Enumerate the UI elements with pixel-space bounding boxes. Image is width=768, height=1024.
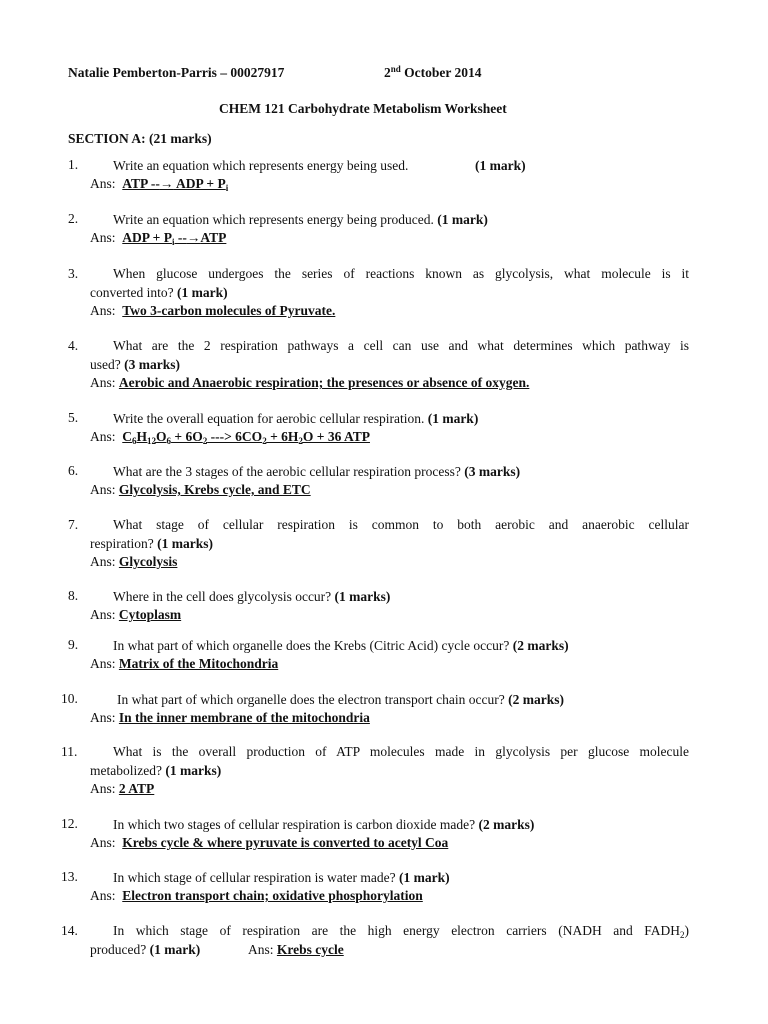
question-number: 14. [61,923,78,938]
answer-line [90,229,226,247]
question-text: Where in the cell does glycolysis occur? (1 marks) [113,589,391,604]
question-text-cont: produced? (1 mark) [90,942,201,957]
question-text: Write the overall equation for aerobic cellular respiration. (1 mark) [113,411,479,426]
answer-label: Ans: [90,656,116,671]
question-marks: (1 marks) [157,536,213,551]
question-marks: (2 marks) [512,638,569,653]
question-number: 1. [68,157,79,172]
question-marks: (2 marks) [478,817,535,832]
question-text: What are the 2 respiration pathways a cell can use and what determines which pathway is [113,338,689,353]
question-marks: (1 mark) [149,942,201,957]
answer-line [90,655,278,673]
answer-label: Ans: [90,888,116,903]
question-text: In which two stages of cellular respiration is carbon dioxide made? (2 marks) [113,817,535,832]
question-text: What stage of cellular respiration is common to both aerobic and anaerobic cellular [113,517,689,532]
answer-label: Ans: [90,554,116,569]
answer-line [90,553,177,571]
question-marks: (1 mark) [399,870,450,885]
answer-text: Krebs cycle & where pyruvate is converted to acetyl Coa [122,835,449,850]
answer-text: Glycolysis, Krebs cycle, and ETC [118,482,311,497]
question-number: 8. [68,588,79,603]
question-number: 11. [61,744,78,759]
answer-line [90,175,228,193]
question-marks: (1 mark) [176,285,228,300]
question-text: What are the 3 stages of the aerobic cellular respiration process? (3 marks) [113,464,521,479]
answer-line [90,780,154,798]
answer-label: Ans: [90,835,116,850]
question-marks: (3 marks) [124,357,180,372]
question-marks: (1 marks) [334,589,391,604]
question-number: 4. [68,338,79,353]
question-text-cont: respiration? (1 marks) [90,536,213,551]
question-number: 12. [61,816,78,831]
arrow-icon: → [159,176,174,191]
question-text: Write an equation which represents energy being used. [113,158,409,173]
answer-label: Ans: [90,375,116,390]
date-suffix: nd [390,64,401,74]
answer-text: 2 ATP [118,781,155,796]
author-name: Natalie Pemberton-Parris – 00027917 [68,65,285,80]
answer-label: Ans: [248,942,274,957]
answer-line [90,887,423,905]
question-number: 6. [68,463,79,478]
answer-line [248,941,344,959]
question-number: 10. [61,691,78,706]
question-marks: (2 marks) [508,692,564,707]
question-number: 7. [68,517,79,532]
arrow-icon: → [186,230,201,245]
answer-label: Ans: [90,781,116,796]
answer-line [90,606,181,624]
question-number: 5. [68,410,79,425]
question-text: What is the overall production of ATP molecules made in glycolysis per glucose molecule [113,744,689,759]
answer-text: $C_6H_{12}O_6 + 6O_2$ ---> $6CO_2 + 6H_2O + 36$ ATP [122,429,370,446]
answer-text: Cytoplasm [118,607,182,622]
answer-text: Krebs cycle [276,942,344,957]
question-text: Write an equation which represents energy being produced. (1 mark) [113,212,488,227]
answer-text: Two 3-carbon molecules of Pyruvate. [122,303,336,318]
question-marks: (1 mark) [475,158,526,173]
question-marks: (1 marks) [165,763,222,778]
question-marks: (3 marks) [464,464,521,479]
answer-label: Ans: [90,710,116,725]
date-day: 2 [384,65,391,80]
answer-line [90,481,311,499]
question-text: In which stage of respiration are the high energy electron carriers (NADH and $FADH_2$) [113,923,689,940]
answer-text: Glycolysis [118,554,178,569]
date-line [384,64,482,82]
question-text: In what part of which organelle does the electron transport chain occur? (2 marks) [117,692,564,707]
answer-text: In the inner membrane of the mitochondria [118,710,370,725]
answer-line [90,374,529,392]
answer-line [90,428,370,446]
question-text-cont: converted into? (1 mark) [90,285,228,300]
question-text-cont: metabolized? (1 marks) [90,763,222,778]
question-number: 13. [61,869,78,884]
answer-label: Ans: [90,176,116,191]
question-marks: (1 mark) [427,411,479,426]
answer-label: Ans: [90,429,116,444]
answer-text: Aerobic and Anaerobic respiration; the presences or absence of oxygen. [118,375,530,390]
question-number: 3. [68,266,79,281]
answer-label: Ans: [90,230,116,245]
question-number: 9. [68,637,79,652]
question-marks: (1 mark) [437,212,488,227]
question-number: 2. [68,211,79,226]
answer-label: Ans: [90,303,116,318]
date-rest: October 2014 [400,65,482,80]
question-text: When glucose undergoes the series of reactions known as glycolysis, what molecule is it [113,266,689,281]
answer-label: Ans: [90,607,116,622]
author-line [68,64,284,82]
answer-line [90,302,335,320]
answer-text: Matrix of the Mitochondria [118,656,279,671]
question-text: In what part of which organelle does the Krebs (Citric Acid) cycle occur? (2 marks) [113,638,569,653]
question-text-cont: used? (3 marks) [90,357,180,372]
answer-text: ADP + $P_i$ --→ATP [122,230,227,247]
answer-text: ATP --→ ADP + $P_i$ [122,176,229,193]
answer-text: Electron transport chain; oxidative phosphorylation [122,888,423,903]
question-text: In which stage of cellular respiration is water made? (1 mark) [113,870,450,885]
answer-line [90,709,370,727]
section-heading: SECTION A: (21 marks) [68,131,212,146]
answer-line [90,834,448,852]
answer-label: Ans: [90,482,116,497]
page-title: CHEM 121 Carbohydrate Metabolism Worksheet [219,101,507,116]
